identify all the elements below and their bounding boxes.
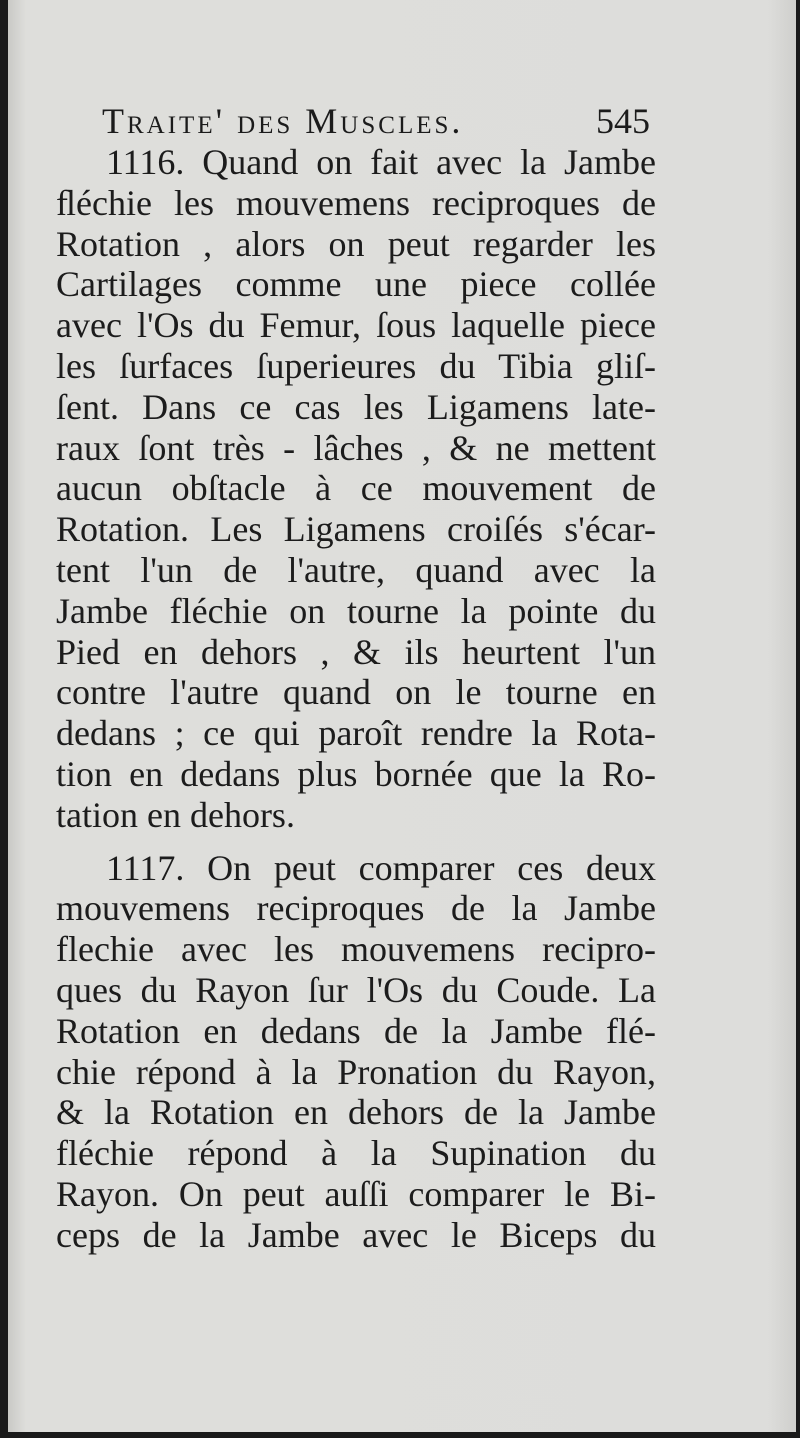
text-line: tion en dedans plus bornée que la Ro- — [56, 753, 656, 794]
text-line: dedans ; ce qui paroît rendre la Rota- — [56, 713, 656, 754]
text-line: fléchie répond à la Supination du — [56, 1133, 656, 1174]
text-line: les ſurfaces ſuperieures du Tibia gliſ- — [56, 345, 656, 386]
text-line: Pied en dehors , & ils heurtent l'un — [56, 631, 656, 672]
text-line: contre l'autre quand on le tourne en — [56, 672, 656, 713]
paragraph-1116 — [56, 142, 656, 836]
page-number: 545 — [596, 101, 650, 141]
text-line: flechie avec les mouvemens recipro- — [56, 929, 656, 970]
paragraph-1117 — [56, 848, 656, 1256]
book-page — [8, 0, 796, 1432]
text-line: Rotation en dedans de la Jambe flé- — [56, 1010, 656, 1051]
text-line: ﬂéchie les mouvemens reciproques de — [56, 182, 656, 223]
text-line: Cartilages comme une piece collée — [56, 264, 656, 305]
text-line: avec l'Os du Femur, ſous laquelle piece — [56, 305, 656, 346]
text-line: Rotation. Les Ligamens croiſés s'écar- — [56, 509, 656, 550]
text-line: tation en dehors. — [56, 794, 295, 835]
text-line: ques du Rayon ſur l'Os du Coude. La — [56, 969, 656, 1010]
text-line: 1116. Quand on fait avec la Jambe — [106, 142, 656, 182]
paragraph-gap — [56, 836, 656, 848]
text-line: Rayon. On peut auſſi comparer le Bi- — [56, 1173, 656, 1214]
running-title: Traite' des Muscles. — [102, 101, 464, 141]
page-header — [102, 100, 662, 142]
text-line: raux ſont très - lâches , & ne mettent — [56, 427, 656, 468]
text-line: chie répond à la Pronation du Rayon, — [56, 1051, 656, 1092]
text-line: & la Rotation en dehors de la Jambe — [56, 1092, 656, 1133]
text-line: mouvemens reciproques de la Jambe — [56, 888, 656, 929]
text-line: aucun obſtacle à ce mouvement de — [56, 468, 656, 509]
text-line: Jambe fléchie on tourne la pointe du — [56, 590, 656, 631]
text-line: tent l'un de l'autre, quand avec la — [56, 549, 656, 590]
text-line: Rotation , alors on peut regarder les — [56, 223, 656, 264]
text-line: 1117. On peut comparer ces deux — [106, 847, 656, 888]
text-line: ceps de la Jambe avec le Biceps du — [56, 1214, 656, 1255]
body-text — [56, 142, 656, 1256]
text-line: ſent. Dans ce cas les Ligamens late- — [56, 386, 656, 427]
